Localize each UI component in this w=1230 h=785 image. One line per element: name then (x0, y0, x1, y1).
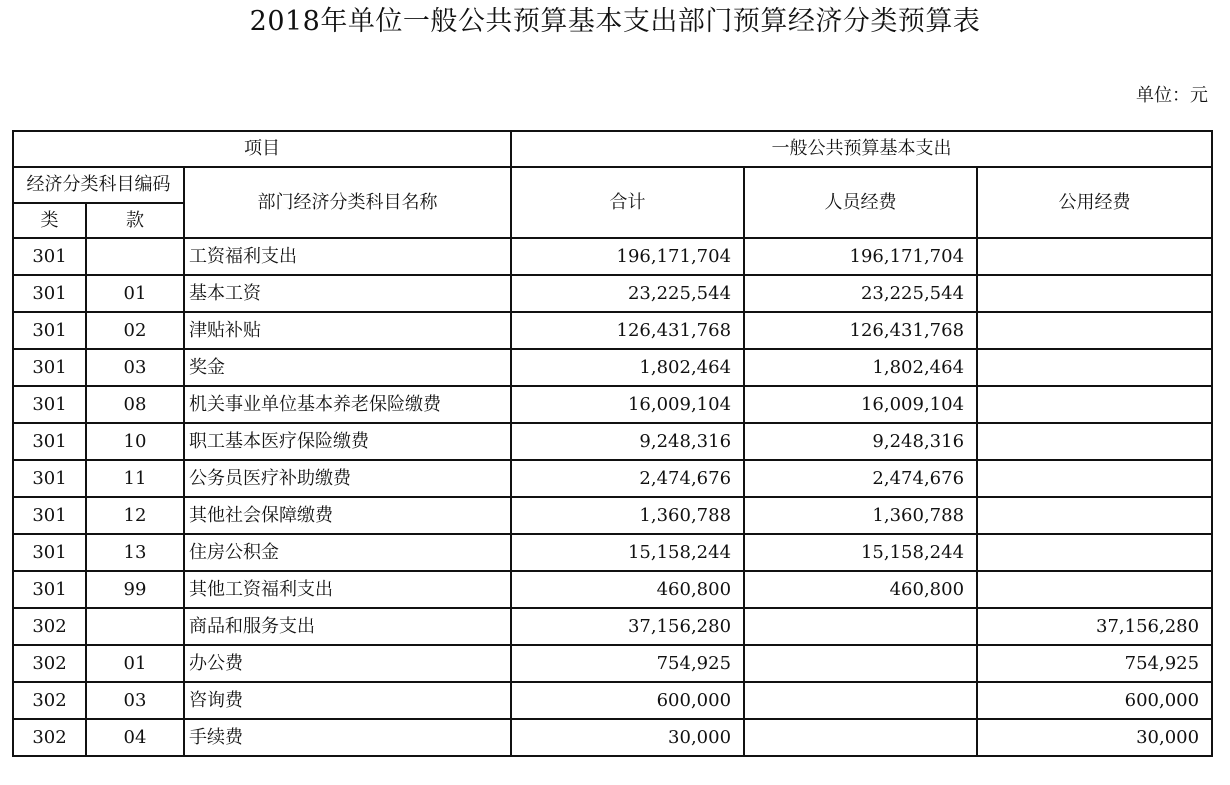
cell-personnel (744, 682, 977, 719)
cell-lei: 301 (13, 571, 86, 608)
header-kuan: 款 (86, 203, 184, 238)
table-row (13, 386, 1212, 423)
cell-name: 手续费 (184, 719, 511, 756)
cell-total: 754,925 (511, 645, 744, 682)
cell-kuan: 99 (86, 571, 184, 608)
header-lei: 类 (13, 203, 86, 238)
cell-personnel (744, 608, 977, 645)
cell-lei: 301 (13, 534, 86, 571)
header-total: 合计 (511, 167, 744, 238)
cell-name: 职工基本医疗保险缴费 (184, 423, 511, 460)
cell-public (977, 349, 1212, 386)
cell-total: 1,360,788 (511, 497, 744, 534)
cell-name: 工资福利支出 (184, 238, 511, 275)
table-row (13, 608, 1212, 645)
cell-personnel: 460,800 (744, 571, 977, 608)
table-row (13, 571, 1212, 608)
cell-personnel: 23,225,544 (744, 275, 977, 312)
cell-kuan: 04 (86, 719, 184, 756)
header-general-budget: 一般公共预算基本支出 (511, 131, 1212, 167)
cell-kuan: 01 (86, 645, 184, 682)
cell-total: 15,158,244 (511, 534, 744, 571)
budget-table (12, 130, 1213, 757)
cell-lei: 302 (13, 682, 86, 719)
table-row (13, 534, 1212, 571)
cell-public (977, 312, 1212, 349)
table-row (13, 645, 1212, 682)
cell-public (977, 386, 1212, 423)
page-title: 2018年单位一般公共预算基本支出部门预算经济分类预算表 (249, 6, 981, 37)
cell-public (977, 460, 1212, 497)
cell-lei: 302 (13, 645, 86, 682)
cell-lei: 301 (13, 423, 86, 460)
cell-personnel: 15,158,244 (744, 534, 977, 571)
cell-total: 9,248,316 (511, 423, 744, 460)
cell-public (977, 275, 1212, 312)
cell-public (977, 534, 1212, 571)
cell-kuan: 13 (86, 534, 184, 571)
cell-lei: 302 (13, 719, 86, 756)
table-row (13, 349, 1212, 386)
header-econ-code: 经济分类科目编码 (13, 167, 184, 203)
header-econ-name: 部门经济分类科目名称 (184, 167, 511, 238)
cell-public: 37,156,280 (977, 608, 1212, 645)
cell-lei: 301 (13, 386, 86, 423)
cell-name: 办公费 (184, 645, 511, 682)
header-item: 项目 (13, 131, 511, 167)
cell-total: 16,009,104 (511, 386, 744, 423)
cell-kuan: 08 (86, 386, 184, 423)
table-row (13, 312, 1212, 349)
header-personnel: 人员经费 (744, 167, 977, 238)
table-row (13, 275, 1212, 312)
cell-total: 37,156,280 (511, 608, 744, 645)
header-public: 公用经费 (977, 167, 1212, 238)
cell-kuan: 10 (86, 423, 184, 460)
cell-lei: 301 (13, 497, 86, 534)
cell-lei: 301 (13, 275, 86, 312)
cell-name: 公务员医疗补助缴费 (184, 460, 511, 497)
cell-lei: 301 (13, 349, 86, 386)
unit-label: 单位：元 (1136, 85, 1208, 106)
cell-total: 196,171,704 (511, 238, 744, 275)
cell-lei: 301 (13, 312, 86, 349)
cell-kuan: 02 (86, 312, 184, 349)
cell-name: 咨询费 (184, 682, 511, 719)
cell-kuan: 01 (86, 275, 184, 312)
cell-lei: 302 (13, 608, 86, 645)
cell-personnel: 2,474,676 (744, 460, 977, 497)
cell-kuan: 03 (86, 682, 184, 719)
cell-name: 商品和服务支出 (184, 608, 511, 645)
cell-kuan: 12 (86, 497, 184, 534)
cell-personnel: 1,802,464 (744, 349, 977, 386)
cell-personnel (744, 645, 977, 682)
cell-total: 460,800 (511, 571, 744, 608)
cell-total: 1,802,464 (511, 349, 744, 386)
table-row (13, 497, 1212, 534)
table-row (13, 460, 1212, 497)
table-row (13, 719, 1212, 756)
cell-public: 30,000 (977, 719, 1212, 756)
cell-name: 奖金 (184, 349, 511, 386)
cell-total: 30,000 (511, 719, 744, 756)
cell-name: 其他工资福利支出 (184, 571, 511, 608)
cell-personnel: 196,171,704 (744, 238, 977, 275)
cell-kuan (86, 608, 184, 645)
cell-personnel (744, 719, 977, 756)
cell-public: 754,925 (977, 645, 1212, 682)
cell-personnel: 16,009,104 (744, 386, 977, 423)
table-row (13, 423, 1212, 460)
cell-personnel: 1,360,788 (744, 497, 977, 534)
table-row (13, 682, 1212, 719)
cell-kuan (86, 238, 184, 275)
cell-total: 126,431,768 (511, 312, 744, 349)
cell-name: 其他社会保障缴费 (184, 497, 511, 534)
table-body (13, 131, 1212, 756)
cell-public (977, 571, 1212, 608)
cell-name: 基本工资 (184, 275, 511, 312)
header-row-2 (13, 167, 1212, 203)
cell-total: 2,474,676 (511, 460, 744, 497)
cell-public (977, 423, 1212, 460)
table-row (13, 238, 1212, 275)
cell-public: 600,000 (977, 682, 1212, 719)
cell-personnel: 9,248,316 (744, 423, 977, 460)
cell-personnel: 126,431,768 (744, 312, 977, 349)
cell-total: 600,000 (511, 682, 744, 719)
cell-total: 23,225,544 (511, 275, 744, 312)
cell-kuan: 03 (86, 349, 184, 386)
cell-name: 机关事业单位基本养老保险缴费 (184, 386, 511, 423)
header-row-1 (13, 131, 1212, 167)
cell-name: 津贴补贴 (184, 312, 511, 349)
cell-name: 住房公积金 (184, 534, 511, 571)
cell-lei: 301 (13, 460, 86, 497)
cell-kuan: 11 (86, 460, 184, 497)
cell-public (977, 238, 1212, 275)
cell-public (977, 497, 1212, 534)
cell-lei: 301 (13, 238, 86, 275)
